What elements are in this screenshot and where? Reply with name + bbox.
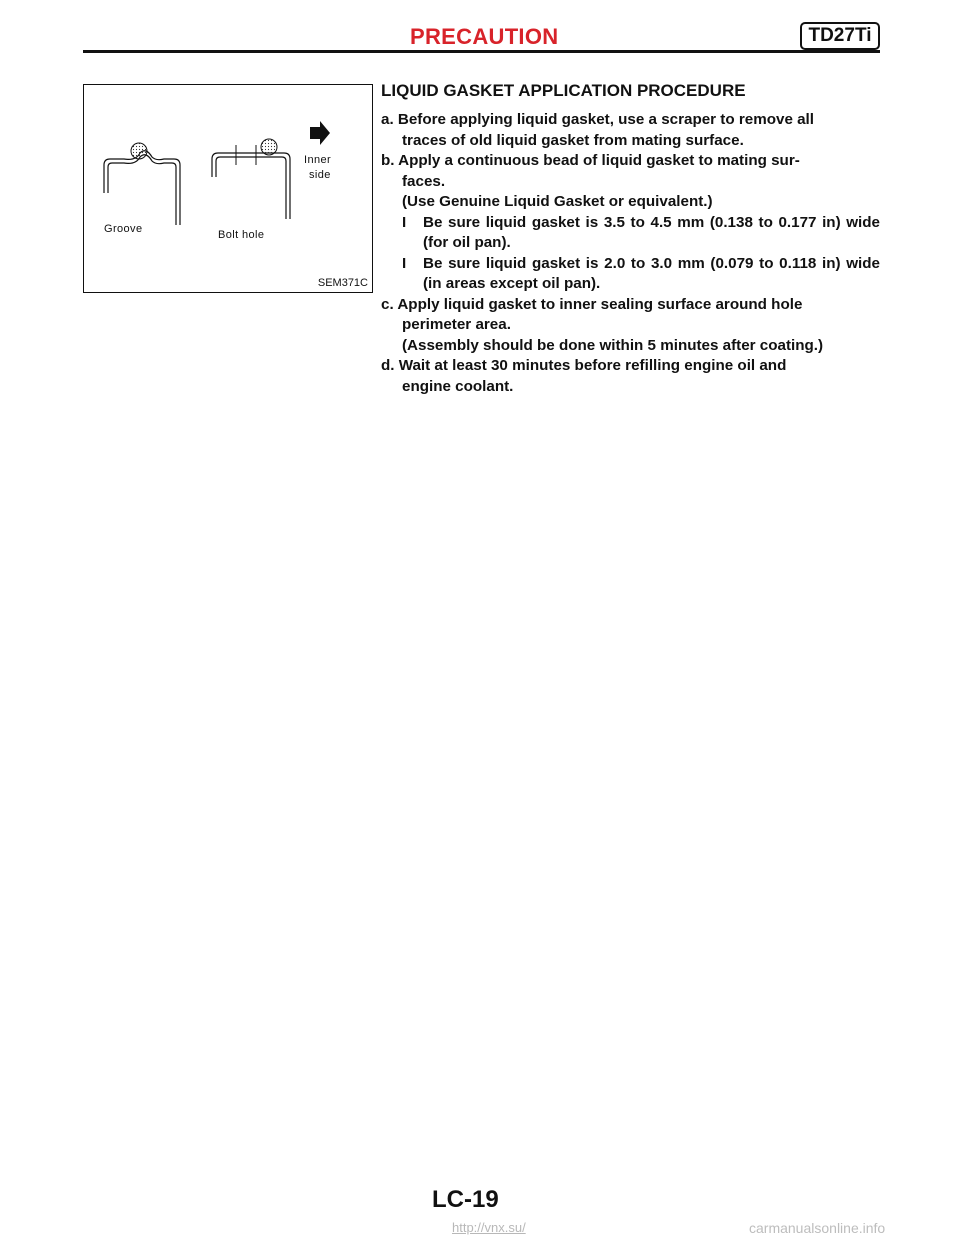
bolt-hole-flange-inner: [216, 157, 286, 219]
watermark: carmanualsonline.info: [749, 1220, 886, 1236]
step-d: d. Wait at least 30 minutes before refilling engine oil and engine coolant.: [381, 357, 787, 395]
groove-flange-inner: [108, 155, 176, 225]
bullet-oil-pan: I Be sure liquid gasket is 3.5 to 4.5 mm (0.138 to 0.177 in) wide (for oil pan).: [402, 213, 880, 254]
gasket-diagram: [83, 84, 373, 293]
bullet-icon: I: [402, 254, 407, 272]
groove-flange: [104, 151, 180, 225]
procedure-heading: LIQUID GASKET APPLICATION PROCEDURE: [381, 81, 746, 100]
step-a: a. Before applying liquid gasket, use a scraper to remove all traces of old liquid gasket from mating surface.: [381, 111, 814, 149]
bullet-icon: I: [402, 213, 407, 231]
header-divider: [83, 50, 880, 53]
inner-side-arrow-icon: [310, 121, 330, 145]
bolt-hole-label: Bolt hole: [218, 229, 265, 241]
bullet-except-oil-pan: I Be sure liquid gasket is 2.0 to 3.0 mm (0.079 to 0.118 in) wide (in areas except oil pan).: [402, 254, 880, 295]
bolt-hole-flange: [212, 153, 290, 219]
inner-label: Inner: [304, 154, 332, 166]
source-link[interactable]: http://vnx.su/: [452, 1220, 526, 1235]
groove-bead: [131, 143, 147, 159]
step-c: c. Apply liquid gasket to inner sealing surface around hole perimeter area. (Assembly should be done within 5 minutes after coating.): [381, 295, 824, 354]
procedure-steps: [381, 110, 880, 397]
page-number: LC-19: [432, 1186, 499, 1213]
gasket-diagram-drawing: [84, 85, 374, 294]
figure-id: SEM371C: [317, 277, 368, 289]
groove-label: Groove: [104, 223, 143, 235]
page-section-title: PRECAUTION: [410, 24, 559, 49]
side-label: side: [309, 169, 331, 181]
bolt-hole-bead: [261, 139, 277, 155]
engine-code-badge: TD27Ti: [800, 22, 880, 50]
step-b: b. Apply a continuous bead of liquid gasket to mating sur- faces. (Use Genuine Liquid Gasket or equivalent.): [381, 152, 800, 210]
